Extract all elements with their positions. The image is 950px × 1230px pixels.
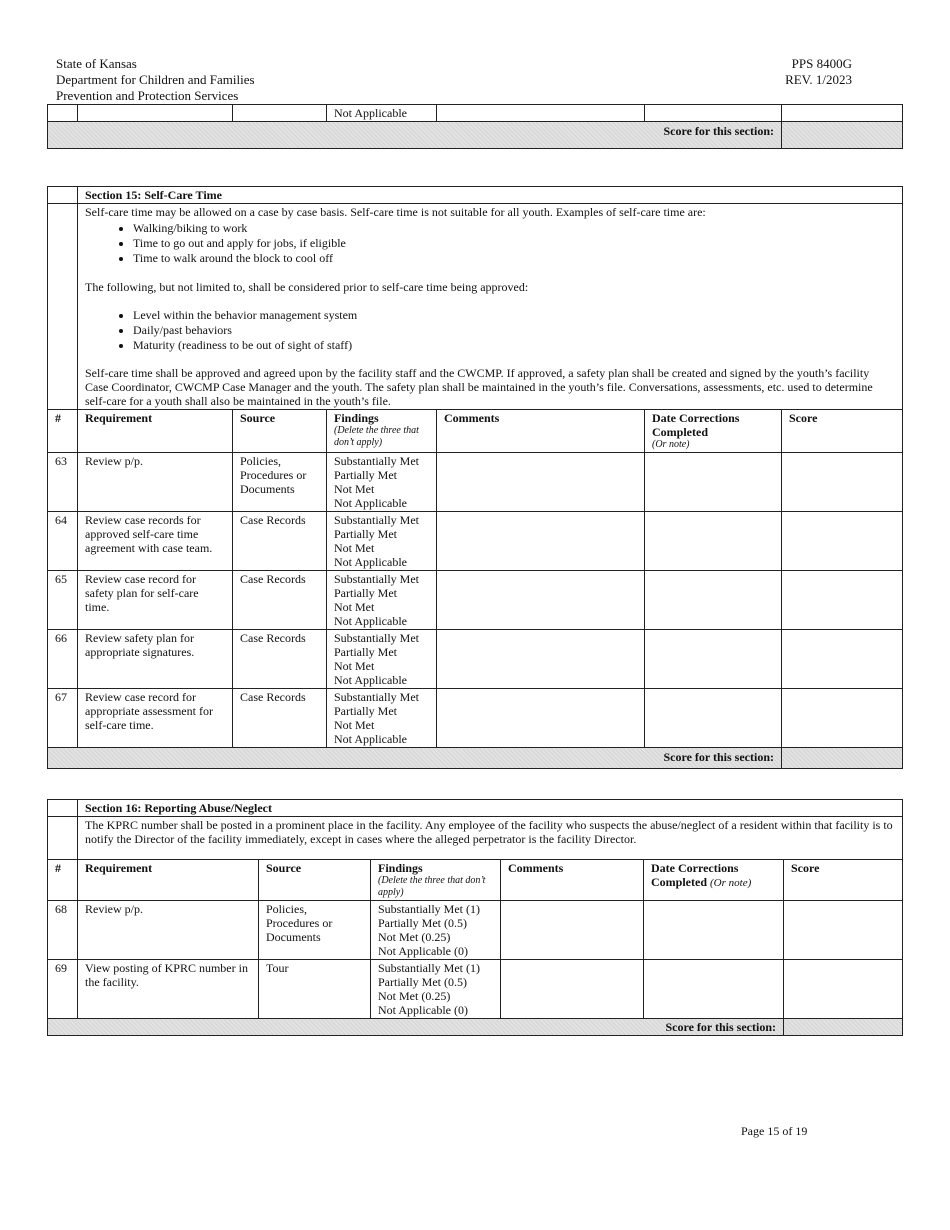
header-revision: REV. 1/2023 [785,72,852,87]
prev-score-value[interactable] [782,122,903,149]
header-state: State of Kansas [56,56,137,71]
list-item: • Level within the behavior management system [133,308,895,323]
row-requirement: Review case record for safety plan for self-care time. [78,571,233,630]
row-source: Case Records [233,512,327,571]
row-comments[interactable] [501,901,644,960]
prev-date-cell[interactable] [645,105,782,122]
row-requirement: Review safety plan for appropriate signatures. [78,630,233,689]
prev-comments-cell[interactable] [437,105,645,122]
section-15-description [78,204,903,410]
row-number: 63 [48,453,78,512]
col-header-num: # [48,410,78,453]
row-date-corrections[interactable] [644,960,784,1019]
row-comments[interactable] [437,512,645,571]
row-date-corrections[interactable] [645,689,782,748]
row-requirement: Review case records for approved self-care time agreement with case team. [78,512,233,571]
section-15-intro: Self-care time may be allowed on a case by case basis. Self-care time is not suitable for all youth. Examples of self-care time are: [85,205,706,219]
row-source: Case Records [233,630,327,689]
section-15-score-label: Score for this section: [48,748,782,769]
row-comments[interactable] [437,571,645,630]
row-source: Case Records [233,571,327,630]
row-number: 67 [48,689,78,748]
row-date-corrections[interactable] [645,453,782,512]
row-source: Policies, Procedures or Documents [233,453,327,512]
findings-label: Findings [378,861,423,875]
row-date-corrections[interactable] [645,571,782,630]
col-header-comments: Comments [437,410,645,453]
row-number: 64 [48,512,78,571]
row-date-corrections[interactable] [645,512,782,571]
findings-note: (Delete the three that don’t apply) [334,425,419,448]
row-date-corrections[interactable] [645,630,782,689]
section-16-title: Section 16: Reporting Abuse/Neglect [78,800,903,817]
col-header-findings [371,860,501,901]
header-division: Prevention and Protection Services [56,88,239,103]
section-15-consider-intro: The following, but not limited to, shall be considered prior to self-care time being approved: [85,280,529,294]
findings-note: (Delete the three that don’t apply) [378,875,486,898]
page-number: Page 15 of 19 [741,1124,808,1138]
prev-section-table [47,104,903,149]
section-15-title: Section 15: Self-Care Time [78,187,903,204]
findings-label: Findings [334,411,379,425]
col-header-findings [327,410,437,453]
table-row [48,689,903,748]
table-row [48,453,903,512]
row-number: 65 [48,571,78,630]
completed-label: Completed [652,425,708,439]
row-findings[interactable]: Substantially Met Partially Met Not Met Not Applicable [327,689,437,748]
row-comments[interactable] [437,453,645,512]
date-corrections-label: Date Corrections [652,411,740,425]
list-item: • Daily/past behaviors [133,323,895,338]
considerations-list [85,308,895,353]
row-score[interactable] [782,512,903,571]
row-requirement: Review case record for appropriate assessment for self-care time. [78,689,233,748]
completed-line: Completed (Or note) [651,875,752,889]
prev-score-label: Score for this section: [48,122,782,149]
list-item: • Time to walk around the block to cool off [133,251,895,266]
section-15-closing: Self-care time shall be approved and agreed upon by the facility staff and the CWCMP. If approved, a safety plan shall be created and signed by the youth’s facility Case Coordinator, CWCMP Case Manager and the youth. The safety plan shall be maintained in the youth’s file. Conversations, assessments, etc. used to determine self-care for a youth shall also be maintained in the youth’s file. [85,366,873,408]
section-16-score-value[interactable] [784,1019,903,1036]
row-comments[interactable] [437,630,645,689]
table-row [48,571,903,630]
row-number: 69 [48,960,78,1019]
col-header-comments: Comments [501,860,644,901]
row-comments[interactable] [501,960,644,1019]
row-findings[interactable]: Substantially Met Partially Met Not Met Not Applicable [327,512,437,571]
row-source: Policies, Procedures or Documents [259,901,371,960]
table-row [48,512,903,571]
col-header-source: Source [259,860,371,901]
col-header-requirement: Requirement [78,860,259,901]
row-findings[interactable]: Substantially Met Partially Met Not Met Not Applicable [327,630,437,689]
row-score[interactable] [784,901,903,960]
section-16-intro: The KPRC number shall be posted in a prominent place in the facility. Any employee of the facility who suspects the abuse/neglect of a resident within that facility is to notify the Director of the facility immediately, except in cases where the alleged perpetrator is the facility Director. [78,817,903,860]
row-source: Tour [259,960,371,1019]
header-department: Department for Children and Families [56,72,255,87]
row-score[interactable] [782,453,903,512]
self-care-examples-list [85,221,895,266]
col-header-score: Score [782,410,903,453]
row-score[interactable] [784,960,903,1019]
row-requirement: View posting of KPRC number in the facility. [78,960,259,1019]
row-findings[interactable]: Substantially Met (1) Partially Met (0.5) Not Met (0.25) Not Applicable (0) [371,901,501,960]
table-row [48,901,903,960]
row-requirement: Review p/p. [78,453,233,512]
row-number: 66 [48,630,78,689]
prev-finding-not-applicable: Not Applicable [327,105,437,122]
row-number: 68 [48,901,78,960]
section-16-table [47,799,903,1036]
col-header-date-corrections [645,410,782,453]
section-15-score-value[interactable] [782,748,903,769]
row-date-corrections[interactable] [644,901,784,960]
list-item: • Time to go out and apply for jobs, if eligible [133,236,895,251]
table-row [48,630,903,689]
col-header-requirement: Requirement [78,410,233,453]
table-row [48,960,903,1019]
col-header-score: Score [784,860,903,901]
col-header-source: Source [233,410,327,453]
col-header-date-corrections [644,860,784,901]
row-comments[interactable] [437,689,645,748]
header-form-number: PPS 8400G [791,56,852,71]
or-note-label: (Or note) [652,439,690,450]
date-corrections-label: Date Corrections [651,861,739,875]
list-item: • Maturity (readiness to be out of sight of staff) [133,338,895,353]
header-left [56,56,255,104]
row-score[interactable] [782,689,903,748]
row-findings[interactable]: Substantially Met Partially Met Not Met Not Applicable [327,571,437,630]
row-source: Case Records [233,689,327,748]
list-item: • Walking/biking to work [133,221,895,236]
row-findings[interactable]: Substantially Met (1) Partially Met (0.5) Not Met (0.25) Not Applicable (0) [371,960,501,1019]
row-score[interactable] [782,571,903,630]
section-15-table [47,186,903,769]
header-right [785,56,852,88]
col-header-num: # [48,860,78,901]
section-16-score-label: Score for this section: [48,1019,784,1036]
row-requirement: Review p/p. [78,901,259,960]
row-score[interactable] [782,630,903,689]
row-findings[interactable]: Substantially Met Partially Met Not Met Not Applicable [327,453,437,512]
